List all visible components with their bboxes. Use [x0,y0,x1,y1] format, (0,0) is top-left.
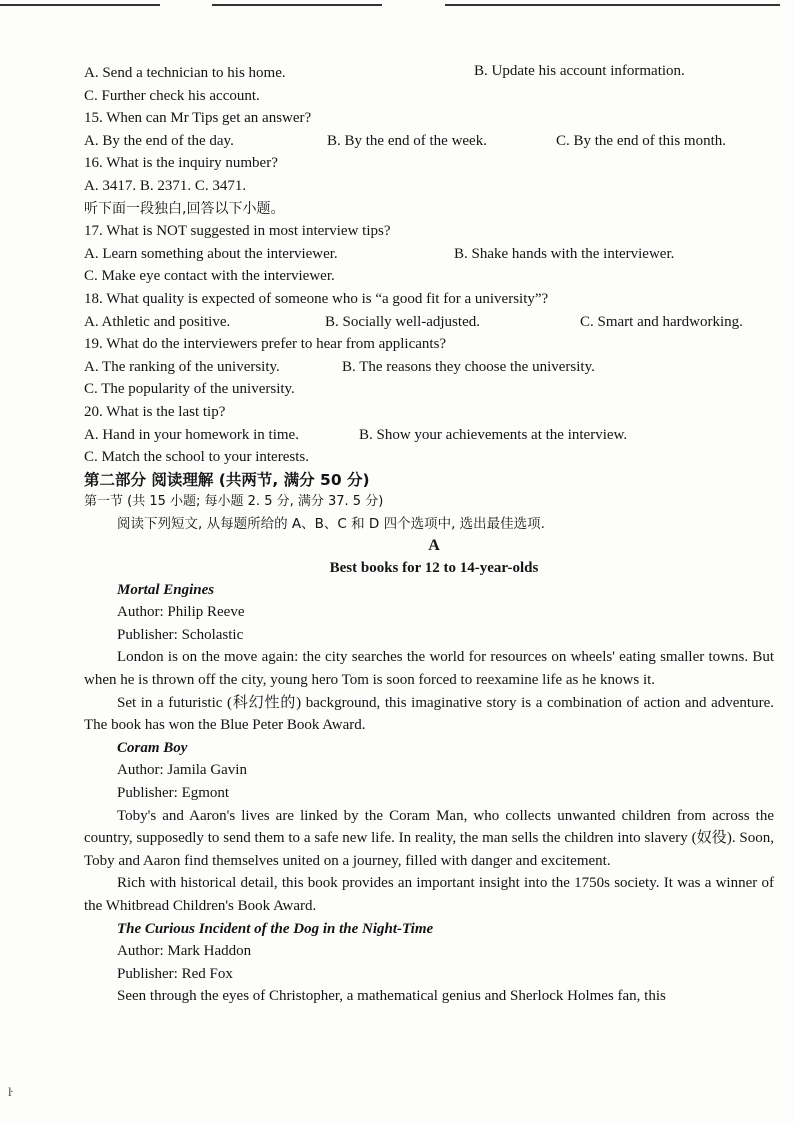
book-publisher: Publisher: Scholastic [117,626,244,643]
q20-option-a: A. Hand in your homework in time. [84,426,299,443]
q17-option-b: B. Shake hands with the interviewer. [454,245,675,262]
q15-stem: 15. When can Mr Tips get an answer? [84,110,312,127]
reading-section-title: 第一节 (共 15 小题; 每小题 2. 5 分, 满分 37. 5 分) [84,493,384,509]
q17-option-a: A. Learn something about the interviewer. [84,245,338,262]
q15-option-c: C. By the end of this month. [556,132,726,149]
q16-stem: 16. What is the inquiry number? [84,155,278,172]
book-author: Author: Philip Reeve [117,604,245,621]
reading-instruction: 阅读下列短文, 从每题所给的 A、B、C 和 D 四个选项中, 选出最佳选项. [117,515,545,532]
q20-stem: 20. What is the last tip? [84,403,226,420]
q17-options-row [84,243,774,266]
q19-stem: 19. What do the interviewers prefer to hear from applicants? [84,336,447,353]
q20-options-row [84,424,774,447]
q18-option-b: B. Socially well-adjusted. [325,313,480,330]
q19-option-c: C. The popularity of the university. [84,381,295,398]
margin-mark: ŀ [8,1084,13,1099]
book-author: Author: Mark Haddon [117,943,252,960]
q20-option-c: C. Match the school to your interests. [84,449,309,466]
book-paragraph: Seen through the eyes of Christopher, a mathematical genius and Sherlock Holmes fan, this [117,988,666,1005]
q15-option-b: B. By the end of the week. [327,132,487,149]
book-paragraph: London is on the move again: the city searches the world for resources on wheels' eating smaller towns. But when he is thrown off the city, young hero Tom is soon forced to reexamine life as he knows it. [84,649,774,689]
book-entry [84,579,774,737]
scan-edge-line [212,4,382,6]
book-paragraph: Rich with historical detail, this book provides an important insight into the 1750s society. It was a winner of the Whitbread Children's Book Award. [84,875,774,914]
book-entry [84,737,774,918]
q17-option-c: C. Make eye contact with the interviewer. [84,268,335,285]
book-title: Mortal Engines [117,581,215,598]
exam-page [84,62,774,1008]
book-publisher: Publisher: Egmont [117,785,230,802]
passage-letter: A [428,536,440,554]
monologue-instruction: 听下面一段独白,回答以下小题。 [84,200,285,217]
q20-option-b: B. Show your achievements at the interview. [359,426,628,443]
q14-options-row [84,62,774,85]
book-paragraph: Set in a futuristic (科幻性的) background, this imaginative story is a combination of action and adventure. The book has won the Blue Peter Book Award. [84,694,774,734]
book-title: The Curious Incident of the Dog in the Night-Time [117,920,434,937]
scan-edge-line [0,4,160,6]
q15-options-row [84,130,774,153]
q19-option-b: B. The reasons they choose the university. [342,358,595,375]
q19-options-row [84,356,774,379]
book-title: Coram Boy [117,739,188,756]
q18-stem: 18. What quality is expected of someone who is “a good fit for a university”? [84,290,549,307]
book-author: Author: Jamila Gavin [117,762,247,779]
q14-option-a: A. Send a technician to his home. [84,65,286,81]
q14-option-b: B. Update his account information. [474,63,685,79]
q14-option-c: C. Further check his account. [84,87,260,104]
book-paragraph: Toby's and Aaron's lives are linked by the Coram Man, who collects unwanted children from across the country, supposedly to send them to a safe new life. In reality, the man sells the children into slavery (奴役). Soon, Toby and Aaron find themselves united on a journey, filled with danger and excitement. [84,807,774,869]
q16-options: A. 3417. B. 2371. C. 3471. [84,177,247,194]
q18-options-row [84,311,774,334]
q18-option-c: C. Smart and hardworking. [580,313,743,330]
passage-title: Best books for 12 to 14-year-olds [329,559,539,576]
book-entry [84,918,774,1008]
scan-edge-line [445,4,780,6]
q17-stem: 17. What is NOT suggested in most interview tips? [84,223,391,240]
reading-part-title: 第二部分 阅读理解 (共两节, 满分 50 分) [84,470,370,489]
q15-option-a: A. By the end of the day. [84,132,234,149]
q18-option-a: A. Athletic and positive. [84,313,231,330]
book-publisher: Publisher: Red Fox [117,965,233,982]
q19-option-a: A. The ranking of the university. [84,358,280,375]
